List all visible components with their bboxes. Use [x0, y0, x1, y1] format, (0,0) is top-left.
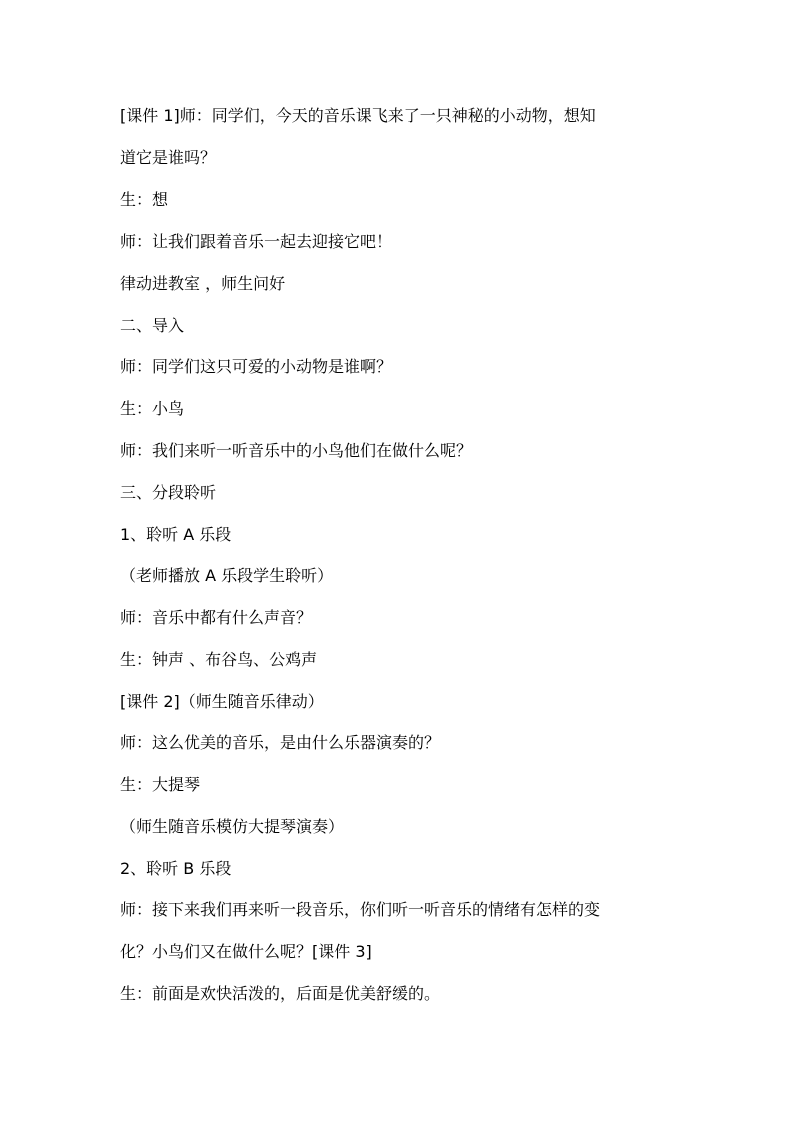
text-line: 生：前面是欢快活泼的，后面是优美舒缓的。 — [120, 984, 441, 1003]
subsection-heading: 2、聆听 B 乐段 — [120, 859, 232, 878]
section-heading: 二、导入 — [120, 316, 185, 335]
text-line: 师：接下来我们再来听一段音乐，你们听一听音乐的情绪有怎样的变 — [120, 900, 601, 919]
text-line: （师生随音乐模仿大提琴演奏） — [120, 817, 345, 836]
text-line: 师：让我们跟着音乐一起去迎接它吧！ — [120, 232, 393, 251]
text-line: 道它是谁吗？ — [120, 148, 217, 167]
text-line: 师：同学们这只可爱的小动物是谁啊？ — [120, 357, 393, 376]
text-line: 师：这么优美的音乐，是由什么乐器演奏的？ — [120, 733, 441, 752]
text-line: 师：我们来听一听音乐中的小鸟他们在做什么呢？ — [120, 441, 473, 460]
text-line: 生：小鸟 — [120, 399, 185, 418]
text-line: [课件 2]（师生随音乐律动） — [120, 692, 324, 711]
text-line: 生：想 — [120, 190, 169, 209]
text-line: 律动进教室 ，师生问好 — [120, 274, 286, 293]
text-line: 生：钟声 、布谷鸟、公鸡声 — [120, 650, 318, 669]
subsection-heading: 1、聆听 A 乐段 — [120, 525, 232, 544]
section-heading: 三、分段聆听 — [120, 483, 217, 502]
text-line: 师：音乐中都有什么声音？ — [120, 608, 313, 627]
text-line: [课件 1]师：同学们，今天的音乐课飞来了一只神秘的小动物，想知 — [120, 106, 596, 125]
text-line: （老师播放 A 乐段学生聆听） — [120, 566, 334, 585]
text-line: 化？小鸟们又在做什么呢？[课件 3] — [120, 942, 372, 961]
text-line: 生：大提琴 — [120, 775, 201, 794]
